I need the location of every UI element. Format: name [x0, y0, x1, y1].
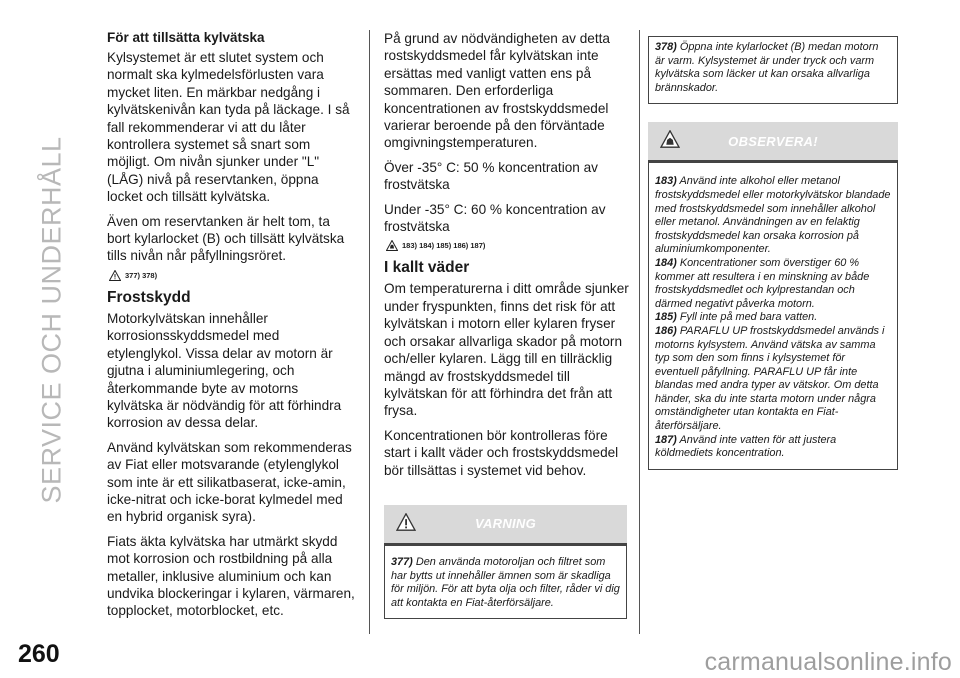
column-1	[107, 30, 357, 627]
note-reference	[386, 240, 632, 251]
note-number: 184)	[655, 256, 677, 269]
note-text: Använd inte alkohol eller metanol frostskyddsmedel eller motorkylvätskor blandade med frostskyddsmedel som innehåller alkohol eller metanol. Användningen av en felaktig frostskyddsmedel kan orsaka korrosion på aluminiumkomponenter.	[655, 175, 891, 256]
column-3	[648, 36, 898, 470]
note-text: PARAFLU UP frostskyddsmedel används i motorns kylsystem. Använd vätska av samma typ som den som finns i kylsystemet för eventuell påfyllning. PARAFLU UP får inte blandas med andra typer av vätskor. Om detta händer, ska du inte starta motorn under några omständigheter utan kontakta en Fiat-återförsäljare.	[655, 324, 885, 433]
note-box	[648, 160, 898, 469]
warning-triangle-icon	[109, 270, 121, 281]
warning-callout	[384, 505, 627, 619]
note-hand-icon	[386, 240, 398, 251]
paragraph: Även om reservtanken är helt tom, ta bort kylarlocket (B) och tillsätt kylvätska tills nivån når påfyllningsröret.	[107, 213, 345, 264]
note-number: 186)	[655, 324, 677, 337]
paragraph: Motorkylvätskan innehåller korrosionsskyddsmedel med etylenglykol. Vissa delar av motorn är gjutna i aluminiumlegering, och återkommande byte av motorns kylvätska är nödvändig för att förhindra korrosion av dessa delar.	[107, 310, 342, 431]
note-number: 185)	[655, 311, 677, 324]
paragraph: Om temperaturerna i ditt område sjunker under fryspunkten, finns det risk för att kylvätskan i motorn eller kylaren fryser och orsakar allvarliga skador på motorn och/eller kylaren. Lägg till en tillräcklig mängd av frostskyddsmedel till kylvätskan för att förhindra det från att frysa.	[384, 281, 629, 419]
note-hand-icon	[660, 130, 680, 148]
paragraph: Använd kylvätskan som rekommenderas av Fiat eller motsvarande (etylenglykol som inte är ett silikatbaserat, icke-amin, icke-nitrat och icke-borat kylmedel med en hybrid organisk syra).	[107, 439, 352, 525]
note-text: Fyll inte på med bara vatten.	[679, 311, 818, 324]
column-2	[384, 30, 632, 619]
note-band	[648, 122, 898, 160]
warning-number: 378)	[655, 41, 677, 53]
note-title: OBSERVERA!	[728, 133, 818, 149]
reference-numbers: 183) 184) 185) 186) 187)	[402, 241, 486, 251]
warning-box	[384, 543, 627, 619]
warning-title: VARNING	[474, 516, 537, 532]
column-divider-1	[369, 30, 370, 634]
watermark: carmanualsonline.info	[704, 648, 952, 676]
column-divider-2	[639, 30, 640, 634]
note-callout	[648, 122, 898, 469]
warning-box-continued	[648, 36, 898, 104]
warning-reference	[109, 270, 357, 281]
note-number: 187)	[655, 433, 677, 446]
warning-text: Öppna inte kylarlocket (B) medan motorn är varm. Kylsystemet är under tryck och varm kylvätska som läcker ut kan orsaka allvarliga brännskador.	[655, 41, 879, 94]
warning-triangle-icon	[396, 513, 416, 531]
warning-band	[384, 505, 627, 543]
paragraph: På grund av nödvändigheten av detta rostskyddsmedel får kylvätskan inte ersättas med vanligt vatten ens på sommaren. Den erforderliga koncentrationen av frostskyddsmedel varierar beroende på den förväntade omgivningstemperaturen.	[384, 31, 610, 151]
reference-numbers: 377) 378)	[125, 270, 158, 280]
paragraph: Över -35° C: 50 % koncentration av frostvätska	[384, 159, 598, 193]
warning-text: Den använda motoroljan och filtret som har bytts ut innehåller ämnen som är skadliga för miljön. För att byta olja och filter, råder vi dig att kontakta en Fiat-återförsäljare.	[391, 555, 620, 609]
note-item	[655, 434, 891, 461]
note-text: Koncentrationer som överstiger 60 % kommer att resultera i en minskning av både frostskyddsmedlet och kylprestandan och därmed negativt påverka motorn.	[655, 256, 870, 310]
warning-number: 377)	[391, 555, 413, 568]
note-text: Använd inte vatten för att justera köldmediets koncentration.	[655, 433, 837, 460]
paragraph: Kylsystemet är ett slutet system och normalt ska kylmedelsförlusten vara mycket liten. En märkbar nedgång i kylvätskenivån kan tyda på läckage. I så fall rekommenderar vi att du låter kontrollera systemet så snart som möjligt. Om nivån sjunker under "L" (LÅG) nivå på reservtanken, öppna locket och tillsätt kylvätska.	[107, 50, 350, 205]
note-item	[655, 325, 891, 434]
paragraph: Koncentrationen bör kontrolleras före start i kallt väder och frostskyddsmedel bör tillsättas i systemet vid behov.	[384, 427, 619, 478]
note-number: 183)	[655, 175, 677, 188]
note-item	[655, 175, 891, 257]
section-side-title: SERVICE OCH UNDERHÅLL	[36, 136, 67, 504]
heading-cold-weather: I kallt väder	[384, 259, 470, 277]
heading-add-coolant: För att tillsätta kylvätska	[107, 30, 265, 45]
paragraph: Under -35° C: 60 % koncentration av frostvätska	[384, 201, 606, 235]
heading-antifreeze: Frostskydd	[107, 288, 191, 306]
page-number: 260	[18, 640, 60, 668]
paragraph: Fiats äkta kylvätska har utmärkt skydd mot korrosion och rostbildning på alla metaller, inklusive aluminium och kan undvika blockeringar i kylaren, värmaren, topplocket, motorblocket, etc.	[107, 533, 355, 619]
note-item	[655, 311, 891, 325]
note-item	[655, 257, 891, 311]
